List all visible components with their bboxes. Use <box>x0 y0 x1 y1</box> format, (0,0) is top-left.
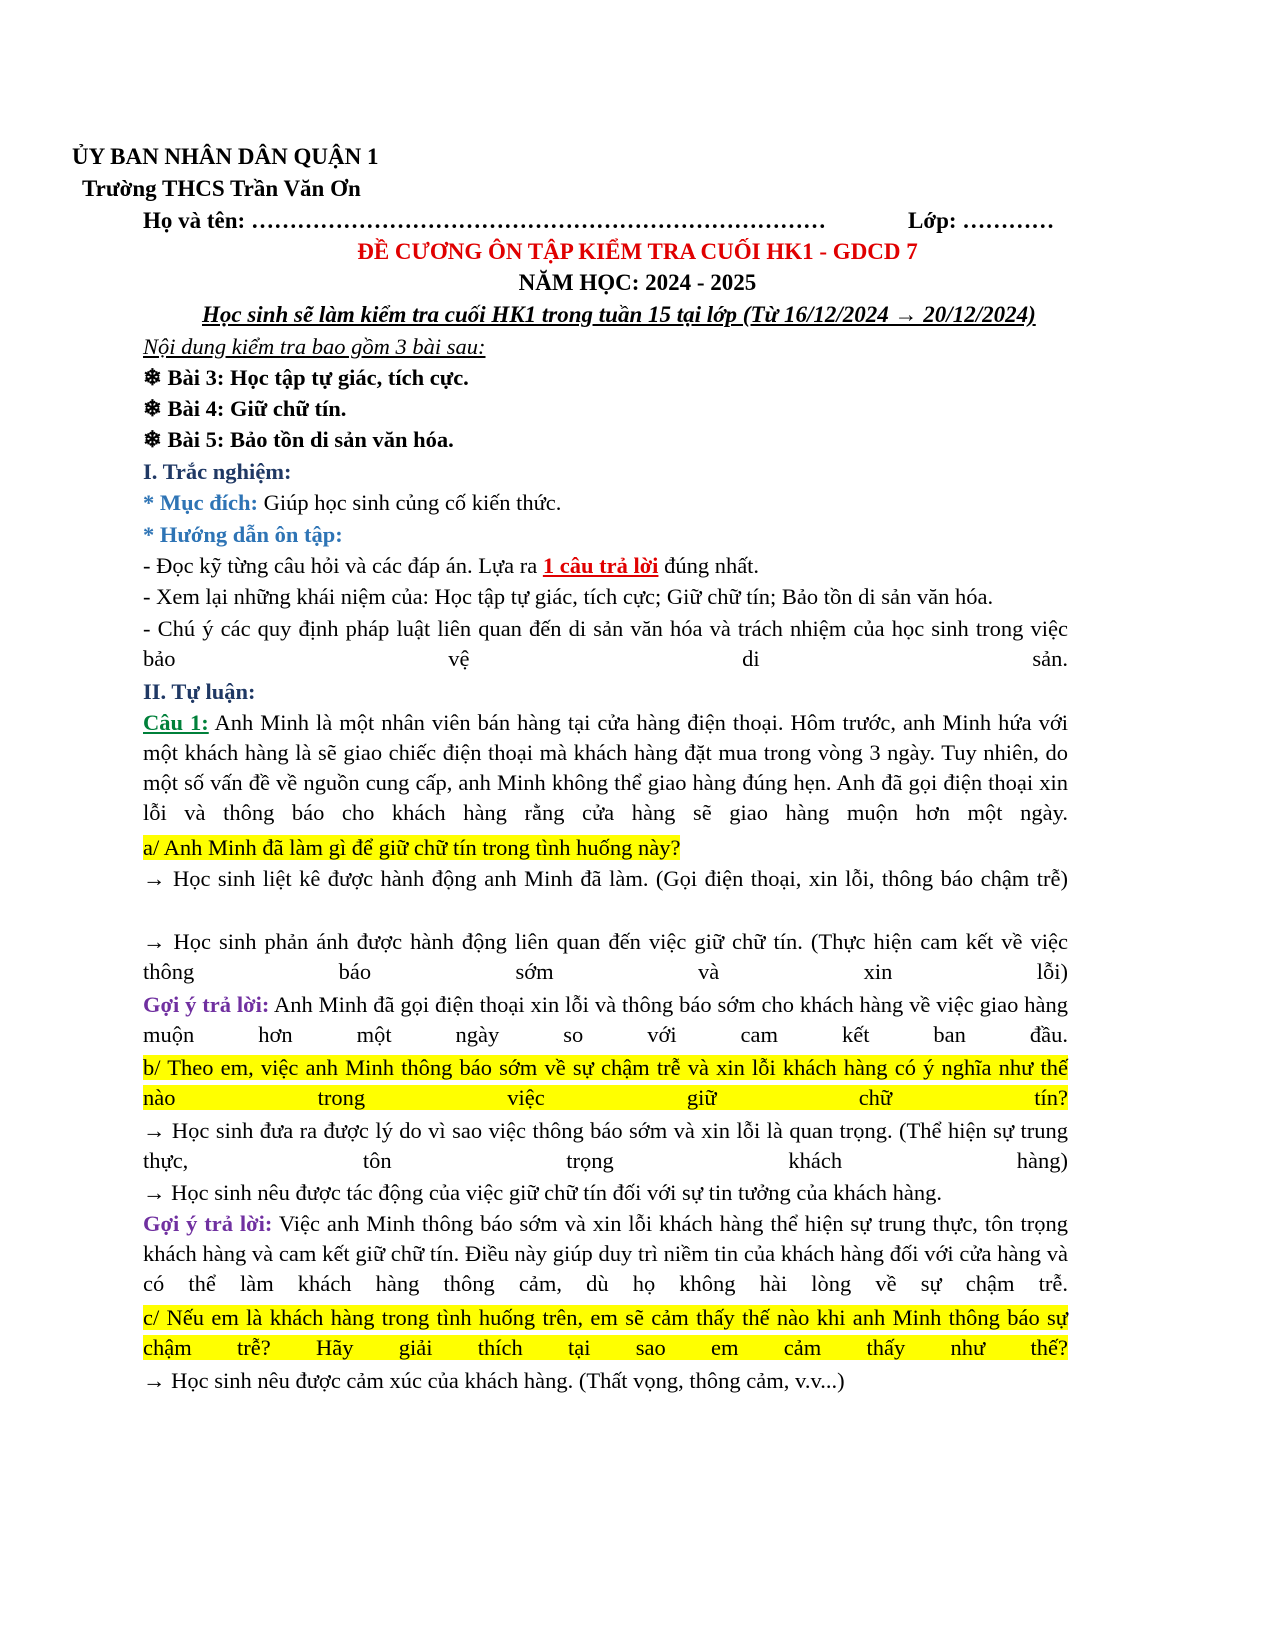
school-year: NĂM HỌC: 2024 - 2025 <box>518 270 757 295</box>
rubric-item: → Học sinh phản ánh được hành động liên quan đến việc giữ chữ tín. (Thực hiện cam kết về việc thông báo sớm và xin lỗi) <box>143 929 1068 984</box>
lesson-item <box>143 394 346 424</box>
purpose-label: * Mục đích: <box>143 490 258 515</box>
guide-item-3: - Chú ý các quy định pháp luật liên quan đến di sản văn hóa và trách nhiệm của học sinh trong việc bảo vệ di sản. <box>143 616 1068 671</box>
name-label: Họ và tên: <box>143 208 246 233</box>
lesson-label: Bài 5: Bảo tồn di sản văn hóa. <box>167 427 454 452</box>
lesson-label: Bài 4: Giữ chữ tín. <box>167 396 347 421</box>
guide-text: đúng nhất. <box>658 553 760 578</box>
purpose-text: Giúp học sinh củng cố kiến thức. <box>258 490 562 515</box>
hint-text: Việc anh Minh thông báo sớm và xin lỗi khách hàng thể hiện sự trung thực, tôn trọng khách hàng và cam kết giữ chữ tín. Điều này giúp duy trì niềm tin của khách hàng đối với cửa hàng và có thể làm khách hàng thông cảm, dù họ không hài lòng về sự chậm trễ. <box>143 1211 1068 1296</box>
guide-heading: * Hướng dẫn ôn tập: <box>143 522 343 547</box>
guide-emphasis: 1 câu trả lời <box>542 553 659 578</box>
rubric-item: → Học sinh nêu được tác động của việc giữ chữ tín đối với sự tin tưởng của khách hàng. <box>143 1180 942 1205</box>
question-1 <box>143 708 1068 828</box>
guide-text: - Đọc kỹ từng câu hỏi và các đáp án. Lựa ra <box>143 553 543 578</box>
part1-heading: I. Trắc nghiệm: <box>143 459 292 484</box>
question-c-text: c/ Nếu em là khách hàng trong tình huống trên, em sẽ cảm thấy thế nào khi anh Minh thông báo sự chậm trễ? Hãy giải thích tại sao em cảm thấy như thế? <box>143 1305 1068 1360</box>
agency-name: ỦY BAN NHÂN DÂN QUẬN 1 <box>72 144 379 169</box>
question-b <box>143 1053 1068 1113</box>
exam-schedule: Học sinh sẽ làm kiểm tra cuối HK1 trong tuần 15 tại lớp (Từ 16/12/2024 → 20/12/2024) <box>202 302 1036 327</box>
lesson-item <box>143 363 469 393</box>
question-a <box>143 833 680 863</box>
lesson-label: Bài 3: Học tập tự giác, tích cực. <box>167 365 469 390</box>
hint-text: Anh Minh đã gọi điện thoại xin lỗi và thông báo sớm cho khách hàng về việc giao hàng muộn hơn một ngày so với cam kết ban đầu. <box>143 992 1068 1047</box>
snowflake-icon: ❄ <box>143 365 162 390</box>
student-info-line <box>143 206 826 236</box>
class-info <box>908 206 1054 236</box>
answer-hint <box>143 990 1068 1050</box>
school-name: Trường THCS Trần Văn Ơn <box>82 176 361 201</box>
part2-heading: II. Tự luận: <box>143 679 256 704</box>
document-title: ĐỀ CƯƠNG ÔN TẬP KIỂM TRA CUỐI HK1 - GDCD 7 <box>357 239 918 264</box>
rubric-item: → Học sinh đưa ra được lý do vì sao việc thông báo sớm và xin lỗi là quan trọng. (Thể hiện sự trung thực, tôn trọng khách hàng) <box>143 1118 1068 1173</box>
hint-label: Gợi ý trả lời: <box>143 1211 273 1236</box>
name-blank[interactable]: ………………………………………………………………… <box>250 208 826 233</box>
rubric-item: → Học sinh nêu được cảm xúc của khách hàng. (Thất vọng, thông cảm, v.v...) <box>143 1368 845 1393</box>
question-label: Câu 1: <box>143 710 209 735</box>
content-intro: Nội dung kiểm tra bao gồm 3 bài sau: <box>143 334 486 359</box>
class-label: Lớp: <box>908 208 957 233</box>
class-blank[interactable]: ………… <box>962 208 1055 233</box>
snowflake-icon: ❄ <box>143 427 162 452</box>
guide-item-2: - Xem lại những khái niệm của: Học tập tự giác, tích cực; Giữ chữ tín; Bảo tồn di sản văn hóa. <box>143 584 994 609</box>
lesson-item <box>143 425 454 455</box>
question-text: Anh Minh là một nhân viên bán hàng tại cửa hàng điện thoại. Hôm trước, anh Minh hứa với một khách hàng là sẽ giao chiếc điện thoại mà khách hàng đặt mua trong vòng 3 ngày. Tuy nhiên, do một số vấn đề về nguồn cung cấp, anh Minh không thể giao hàng đúng hẹn. Anh đã gọi điện thoại xin lỗi và thông báo cho khách hàng rằng cửa hàng sẽ giao hàng muộn hơn một ngày. <box>143 710 1068 825</box>
question-b-text: b/ Theo em, việc anh Minh thông báo sớm về sự chậm trễ và xin lỗi khách hàng có ý nghĩa như thế nào trong việc giữ chữ tín? <box>143 1055 1068 1110</box>
answer-hint <box>143 1209 1068 1299</box>
guide-item-1 <box>143 551 759 581</box>
snowflake-icon: ❄ <box>143 396 162 421</box>
question-c <box>143 1303 1068 1363</box>
rubric-item: → Học sinh liệt kê được hành động anh Minh đã làm. (Gọi điện thoại, xin lỗi, thông báo chậm trễ) <box>143 866 1068 891</box>
hint-label: Gợi ý trả lời: <box>143 992 270 1017</box>
purpose-line <box>143 488 561 518</box>
question-a-text: a/ Anh Minh đã làm gì để giữ chữ tín trong tình huống này? <box>143 835 681 860</box>
